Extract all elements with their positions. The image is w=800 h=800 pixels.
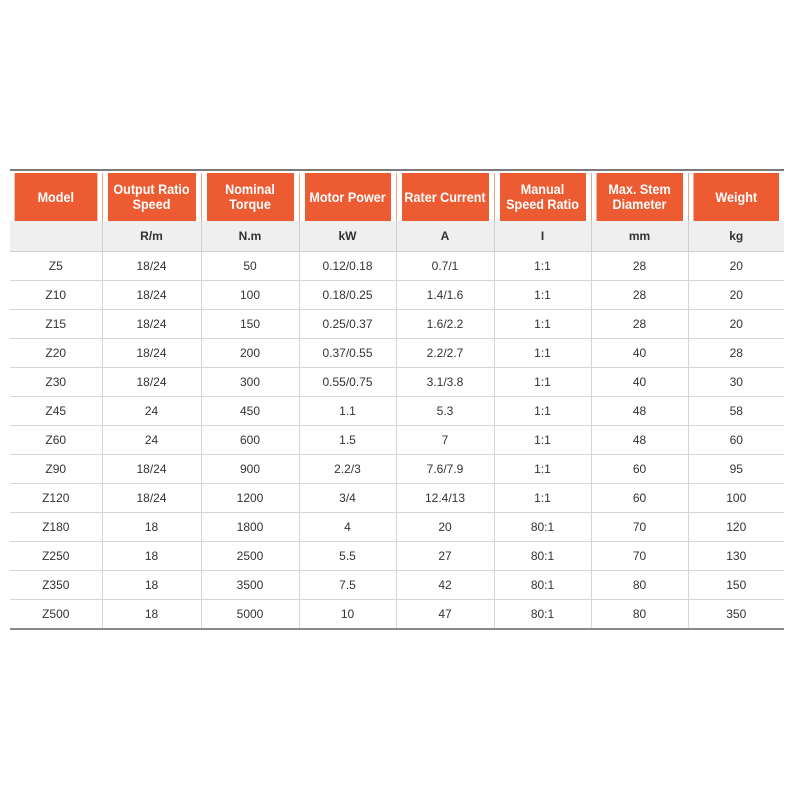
cell-weight: 150 <box>688 571 784 600</box>
cell-output-ratio-speed: 18 <box>102 542 201 571</box>
cell-nominal-torque: 100 <box>201 281 299 310</box>
unit-max-stem-diameter: mm <box>591 221 688 252</box>
unit-motor-power: kW <box>299 221 396 252</box>
cell-motor-power: 3/4 <box>299 484 396 513</box>
cell-motor-power: 0.18/0.25 <box>299 281 396 310</box>
table-row <box>10 513 784 542</box>
cell-rater-current: 42 <box>396 571 494 600</box>
cell-model: Z5 <box>10 252 102 281</box>
unit-weight: kg <box>688 221 784 252</box>
cell-nominal-torque: 1200 <box>201 484 299 513</box>
cell-weight: 60 <box>688 426 784 455</box>
cell-nominal-torque: 300 <box>201 368 299 397</box>
cell-weight: 58 <box>688 397 784 426</box>
table-row <box>10 310 784 339</box>
cell-model: Z15 <box>10 310 102 339</box>
cell-model: Z250 <box>10 542 102 571</box>
cell-rater-current: 7 <box>396 426 494 455</box>
cell-model: Z500 <box>10 600 102 630</box>
cell-max-stem-diameter: 40 <box>591 339 688 368</box>
cell-max-stem-diameter: 48 <box>591 426 688 455</box>
cell-output-ratio-speed: 24 <box>102 397 201 426</box>
header-weight: Weight <box>693 173 779 221</box>
cell-model: Z30 <box>10 368 102 397</box>
unit-manual-speed-ratio: I <box>494 221 591 252</box>
table-row <box>10 339 784 368</box>
cell-motor-power: 0.25/0.37 <box>299 310 396 339</box>
header-row <box>10 173 784 221</box>
cell-manual-speed-ratio: 1:1 <box>494 281 591 310</box>
cell-model: Z90 <box>10 455 102 484</box>
cell-manual-speed-ratio: 1:1 <box>494 368 591 397</box>
cell-weight: 95 <box>688 455 784 484</box>
cell-rater-current: 12.4/13 <box>396 484 494 513</box>
unit-output-ratio-speed: R/m <box>102 221 201 252</box>
cell-weight: 20 <box>688 252 784 281</box>
cell-motor-power: 2.2/3 <box>299 455 396 484</box>
cell-output-ratio-speed: 18/24 <box>102 484 201 513</box>
cell-rater-current: 5.3 <box>396 397 494 426</box>
header-output-ratio-speed: Output Ratio Speed <box>107 173 196 221</box>
cell-model: Z60 <box>10 426 102 455</box>
cell-nominal-torque: 150 <box>201 310 299 339</box>
cell-max-stem-diameter: 80 <box>591 600 688 630</box>
table-row <box>10 426 784 455</box>
table-row <box>10 571 784 600</box>
header-motor-power: Motor Power <box>304 173 391 221</box>
cell-motor-power: 1.5 <box>299 426 396 455</box>
cell-rater-current: 0.7/1 <box>396 252 494 281</box>
cell-manual-speed-ratio: 1:1 <box>494 484 591 513</box>
cell-rater-current: 1.6/2.2 <box>396 310 494 339</box>
table-body <box>10 252 784 630</box>
unit-nominal-torque: N.m <box>201 221 299 252</box>
cell-motor-power: 0.55/0.75 <box>299 368 396 397</box>
cell-weight: 28 <box>688 339 784 368</box>
cell-manual-speed-ratio: 80:1 <box>494 513 591 542</box>
header-nominal-torque: Nominal Torque <box>206 173 294 221</box>
unit-model <box>10 221 102 252</box>
cell-output-ratio-speed: 18 <box>102 571 201 600</box>
cell-max-stem-diameter: 28 <box>591 310 688 339</box>
cell-weight: 20 <box>688 310 784 339</box>
header-rater-current: Rater Current <box>401 173 489 221</box>
cell-motor-power: 4 <box>299 513 396 542</box>
cell-nominal-torque: 450 <box>201 397 299 426</box>
cell-nominal-torque: 200 <box>201 339 299 368</box>
cell-motor-power: 7.5 <box>299 571 396 600</box>
spec-table <box>10 173 784 630</box>
cell-rater-current: 1.4/1.6 <box>396 281 494 310</box>
header-manual-speed-ratio: Manual Speed Ratio <box>499 173 586 221</box>
cell-output-ratio-speed: 18/24 <box>102 455 201 484</box>
cell-output-ratio-speed: 18/24 <box>102 368 201 397</box>
cell-output-ratio-speed: 18 <box>102 600 201 630</box>
cell-manual-speed-ratio: 80:1 <box>494 600 591 630</box>
cell-output-ratio-speed: 18/24 <box>102 310 201 339</box>
cell-nominal-torque: 2500 <box>201 542 299 571</box>
cell-manual-speed-ratio: 1:1 <box>494 310 591 339</box>
cell-weight: 100 <box>688 484 784 513</box>
table-row <box>10 455 784 484</box>
cell-manual-speed-ratio: 1:1 <box>494 455 591 484</box>
cell-motor-power: 10 <box>299 600 396 630</box>
unit-row <box>10 221 784 252</box>
cell-weight: 350 <box>688 600 784 630</box>
cell-model: Z180 <box>10 513 102 542</box>
cell-manual-speed-ratio: 80:1 <box>494 542 591 571</box>
cell-weight: 120 <box>688 513 784 542</box>
cell-output-ratio-speed: 24 <box>102 426 201 455</box>
cell-nominal-torque: 3500 <box>201 571 299 600</box>
table-top-rule <box>10 169 784 171</box>
cell-nominal-torque: 5000 <box>201 600 299 630</box>
cell-manual-speed-ratio: 1:1 <box>494 252 591 281</box>
table-row <box>10 542 784 571</box>
table-row <box>10 281 784 310</box>
cell-rater-current: 27 <box>396 542 494 571</box>
table-row <box>10 368 784 397</box>
cell-nominal-torque: 900 <box>201 455 299 484</box>
cell-rater-current: 2.2/2.7 <box>396 339 494 368</box>
cell-weight: 20 <box>688 281 784 310</box>
table-row <box>10 252 784 281</box>
cell-max-stem-diameter: 48 <box>591 397 688 426</box>
cell-rater-current: 3.1/3.8 <box>396 368 494 397</box>
cell-motor-power: 1.1 <box>299 397 396 426</box>
cell-max-stem-diameter: 60 <box>591 484 688 513</box>
cell-motor-power: 5.5 <box>299 542 396 571</box>
cell-max-stem-diameter: 80 <box>591 571 688 600</box>
cell-model: Z10 <box>10 281 102 310</box>
cell-weight: 30 <box>688 368 784 397</box>
cell-rater-current: 7.6/7.9 <box>396 455 494 484</box>
cell-manual-speed-ratio: 1:1 <box>494 426 591 455</box>
cell-output-ratio-speed: 18 <box>102 513 201 542</box>
cell-output-ratio-speed: 18/24 <box>102 339 201 368</box>
cell-model: Z350 <box>10 571 102 600</box>
cell-motor-power: 0.37/0.55 <box>299 339 396 368</box>
cell-nominal-torque: 50 <box>201 252 299 281</box>
table-row <box>10 397 784 426</box>
cell-model: Z120 <box>10 484 102 513</box>
cell-max-stem-diameter: 28 <box>591 281 688 310</box>
header-max-stem-diameter: Max. Stem Diameter <box>596 173 683 221</box>
cell-motor-power: 0.12/0.18 <box>299 252 396 281</box>
cell-max-stem-diameter: 40 <box>591 368 688 397</box>
cell-max-stem-diameter: 70 <box>591 513 688 542</box>
cell-manual-speed-ratio: 80:1 <box>494 571 591 600</box>
table-row <box>10 484 784 513</box>
cell-output-ratio-speed: 18/24 <box>102 252 201 281</box>
unit-rater-current: A <box>396 221 494 252</box>
cell-output-ratio-speed: 18/24 <box>102 281 201 310</box>
cell-weight: 130 <box>688 542 784 571</box>
cell-nominal-torque: 600 <box>201 426 299 455</box>
cell-max-stem-diameter: 28 <box>591 252 688 281</box>
cell-rater-current: 47 <box>396 600 494 630</box>
cell-manual-speed-ratio: 1:1 <box>494 397 591 426</box>
cell-nominal-torque: 1800 <box>201 513 299 542</box>
cell-max-stem-diameter: 70 <box>591 542 688 571</box>
cell-model: Z45 <box>10 397 102 426</box>
cell-rater-current: 20 <box>396 513 494 542</box>
header-model: Model <box>15 173 98 221</box>
cell-max-stem-diameter: 60 <box>591 455 688 484</box>
cell-manual-speed-ratio: 1:1 <box>494 339 591 368</box>
table-row <box>10 600 784 630</box>
cell-model: Z20 <box>10 339 102 368</box>
